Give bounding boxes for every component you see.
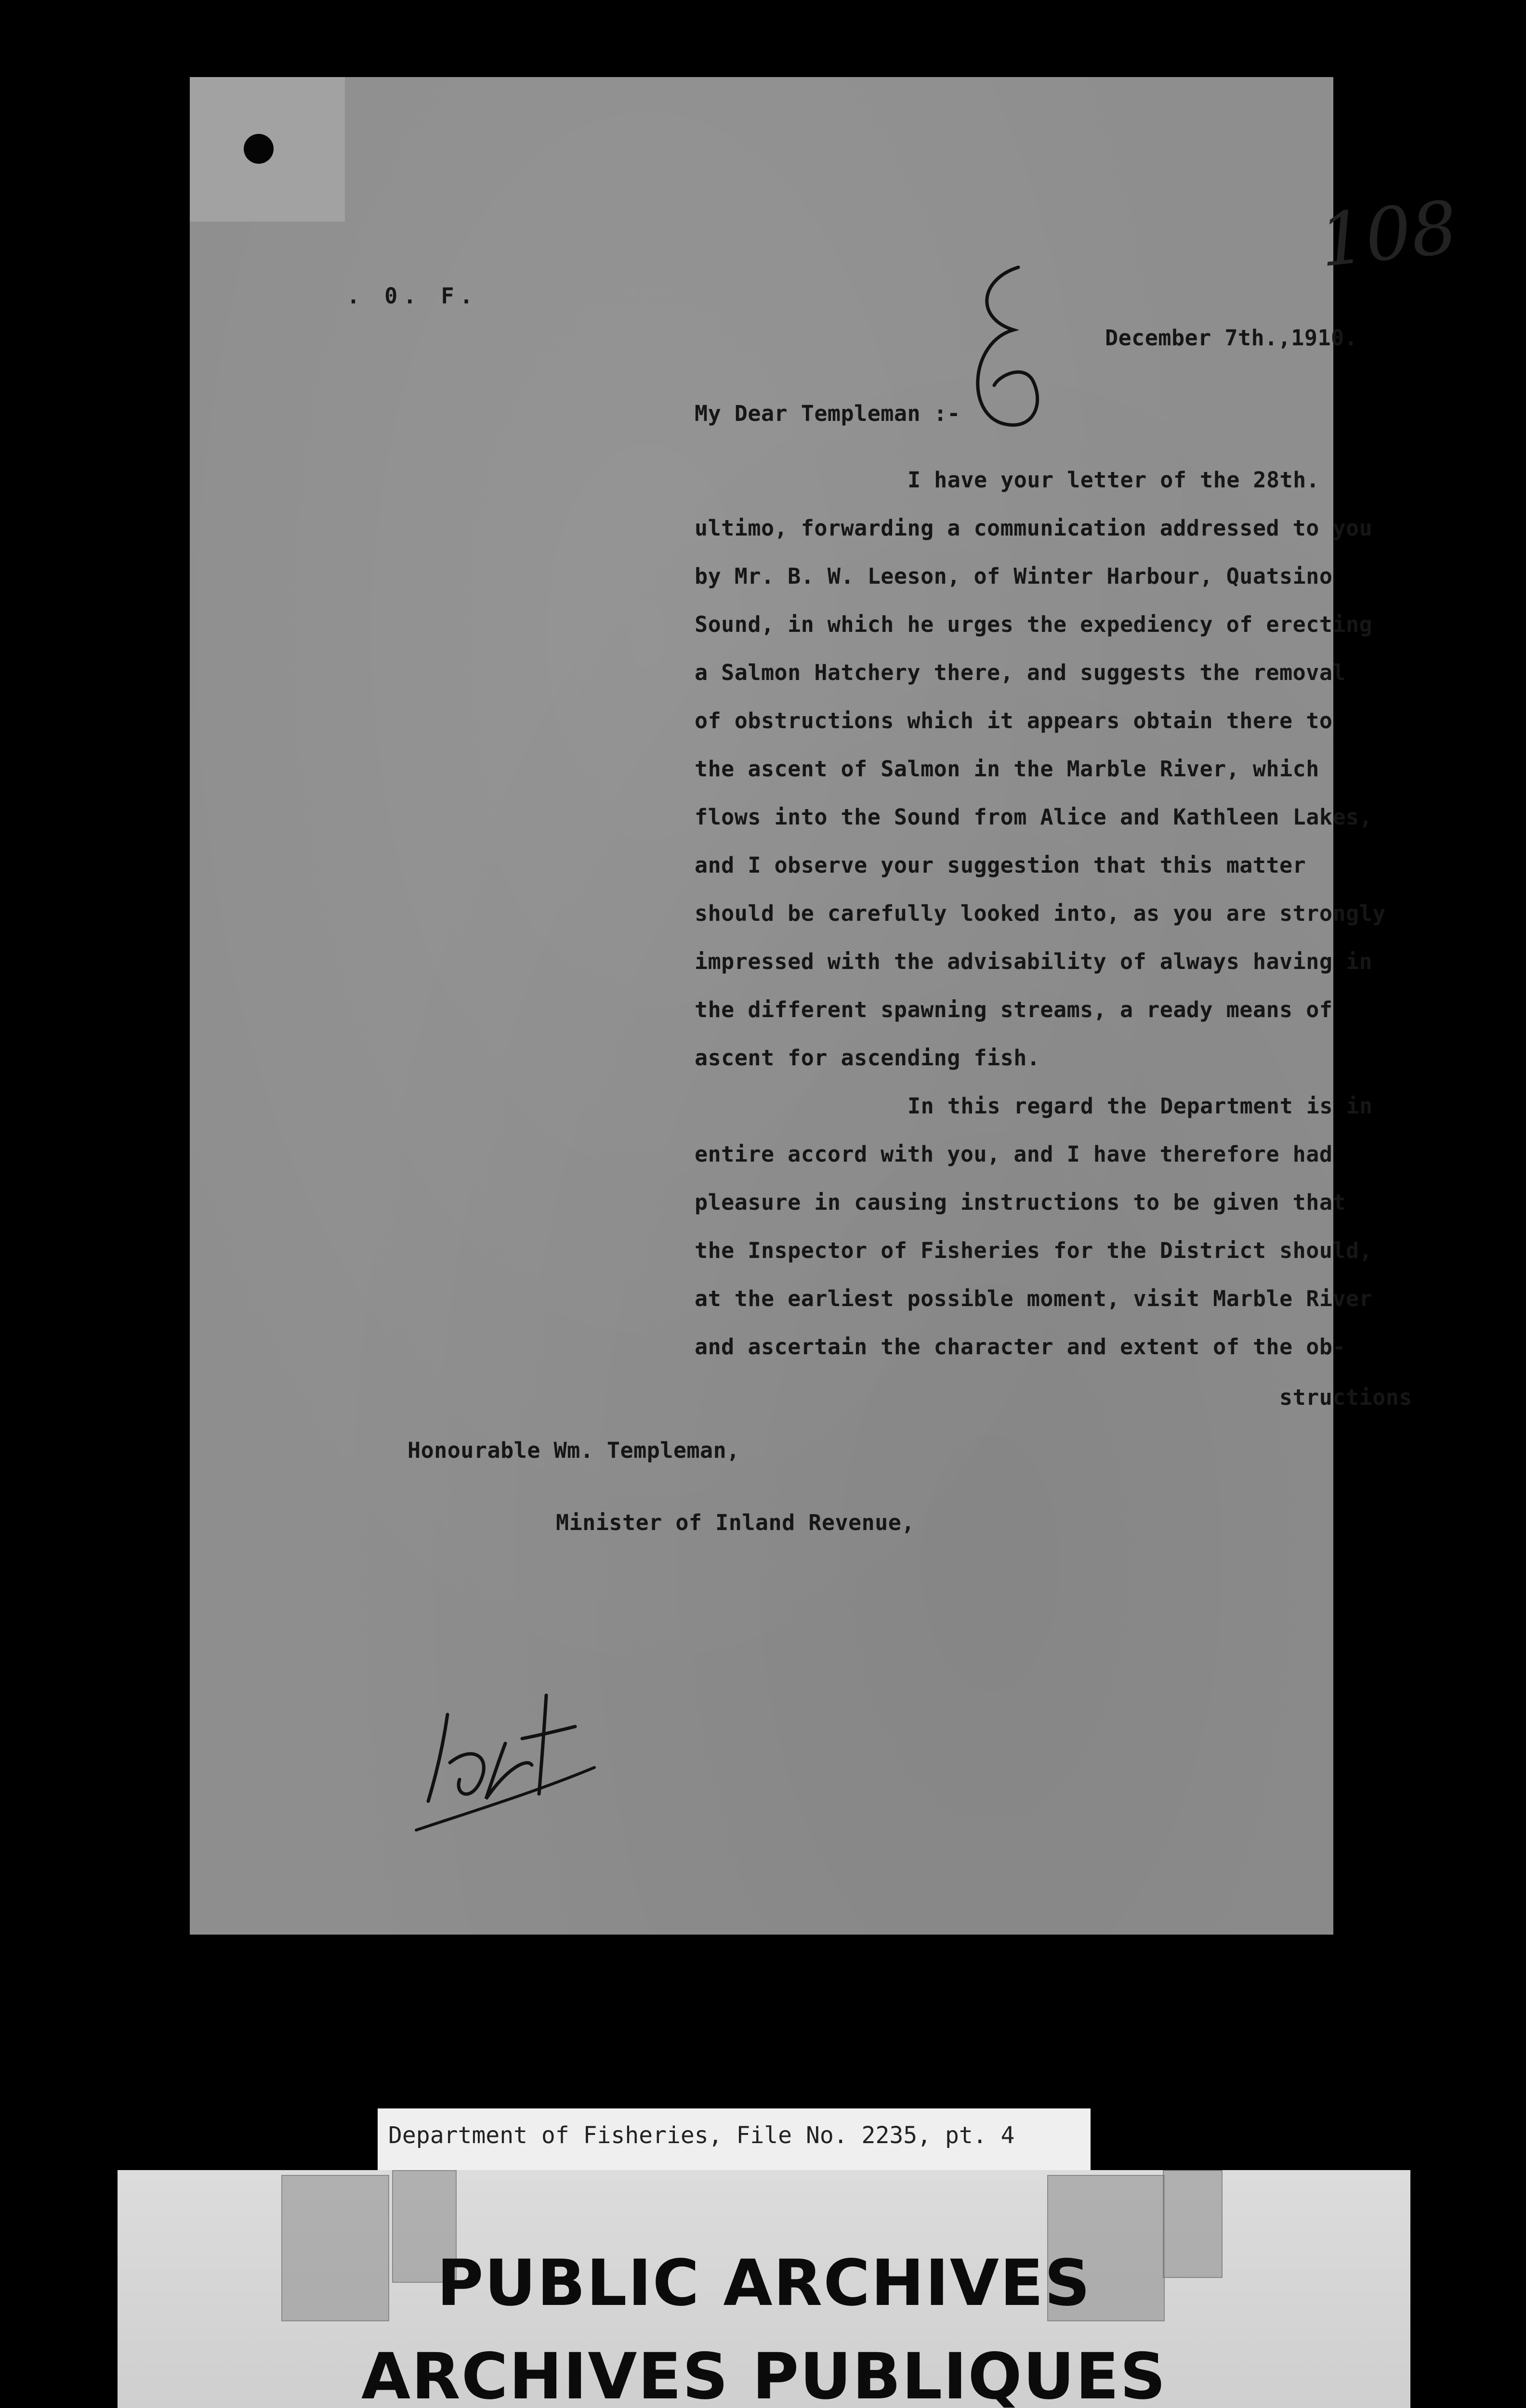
- body-line: impressed with the advisability of always having in: [695, 949, 1373, 974]
- punch-hole: [244, 134, 274, 164]
- folio-number: 108: [1315, 185, 1461, 284]
- body-line: I have your letter of the 28th.: [908, 467, 1320, 493]
- archive-stamp-panel: [118, 2170, 1410, 2408]
- body-line: In this regard the Department is in: [908, 1093, 1373, 1119]
- handwritten-initials-icon: [402, 1681, 604, 1840]
- file-reference-text: Department of Fisheries, File No. 2235, pt. 4: [388, 2122, 1015, 2149]
- body-line: a Salmon Hatchery there, and suggests the removal: [695, 660, 1346, 685]
- body-line: pleasure in causing instructions to be given that: [695, 1190, 1346, 1215]
- archive-title-english: PUBLIC ARCHIVES: [436, 2246, 1092, 2320]
- body-line: and ascertain the character and extent of the ob-: [695, 1334, 1346, 1360]
- body-line: Sound, in which he urges the expediency of erecting: [695, 612, 1373, 637]
- body-line: ultimo, forwarding a communication addressed to you: [695, 515, 1373, 541]
- body-line: ascent for ascending fish.: [695, 1045, 1040, 1071]
- body-line: should be carefully looked into, as you are strongly: [695, 901, 1386, 926]
- body-line: and I observe your suggestion that this matter: [695, 852, 1306, 878]
- addressee-name: Honourable Wm. Templeman,: [408, 1438, 740, 1463]
- addressee-title: Minister of Inland Revenue,: [556, 1510, 915, 1535]
- body-line: the ascent of Salmon in the Marble River, which: [695, 756, 1319, 782]
- body-line: by Mr. B. W. Leeson, of Winter Harbour, Quatsino: [695, 563, 1333, 589]
- body-line: entire accord with you, and I have therefore had: [695, 1141, 1333, 1167]
- reference-code: . 0. F.: [347, 283, 479, 309]
- letter-date: December 7th.,1910.: [1105, 325, 1358, 351]
- archive-title-french: ARCHIVES PUBLIQUES: [361, 2340, 1167, 2408]
- body-line: the Inspector of Fisheries for the District should,: [695, 1238, 1373, 1263]
- archive-file-label: [378, 2108, 1091, 2170]
- letter-page: [190, 77, 1461, 1935]
- body-line: flows into the Sound from Alice and Kathleen Lakes,: [695, 804, 1373, 830]
- handwritten-e-mark-icon: [960, 260, 1047, 443]
- salutation: My Dear Templeman :-: [695, 401, 960, 426]
- continuation-word: structions: [1279, 1385, 1412, 1410]
- body-line: the different spawning streams, a ready means of: [695, 997, 1333, 1022]
- body-line: of obstructions which it appears obtain there to: [695, 708, 1333, 733]
- body-line: at the earliest possible moment, visit Marble River: [695, 1286, 1373, 1311]
